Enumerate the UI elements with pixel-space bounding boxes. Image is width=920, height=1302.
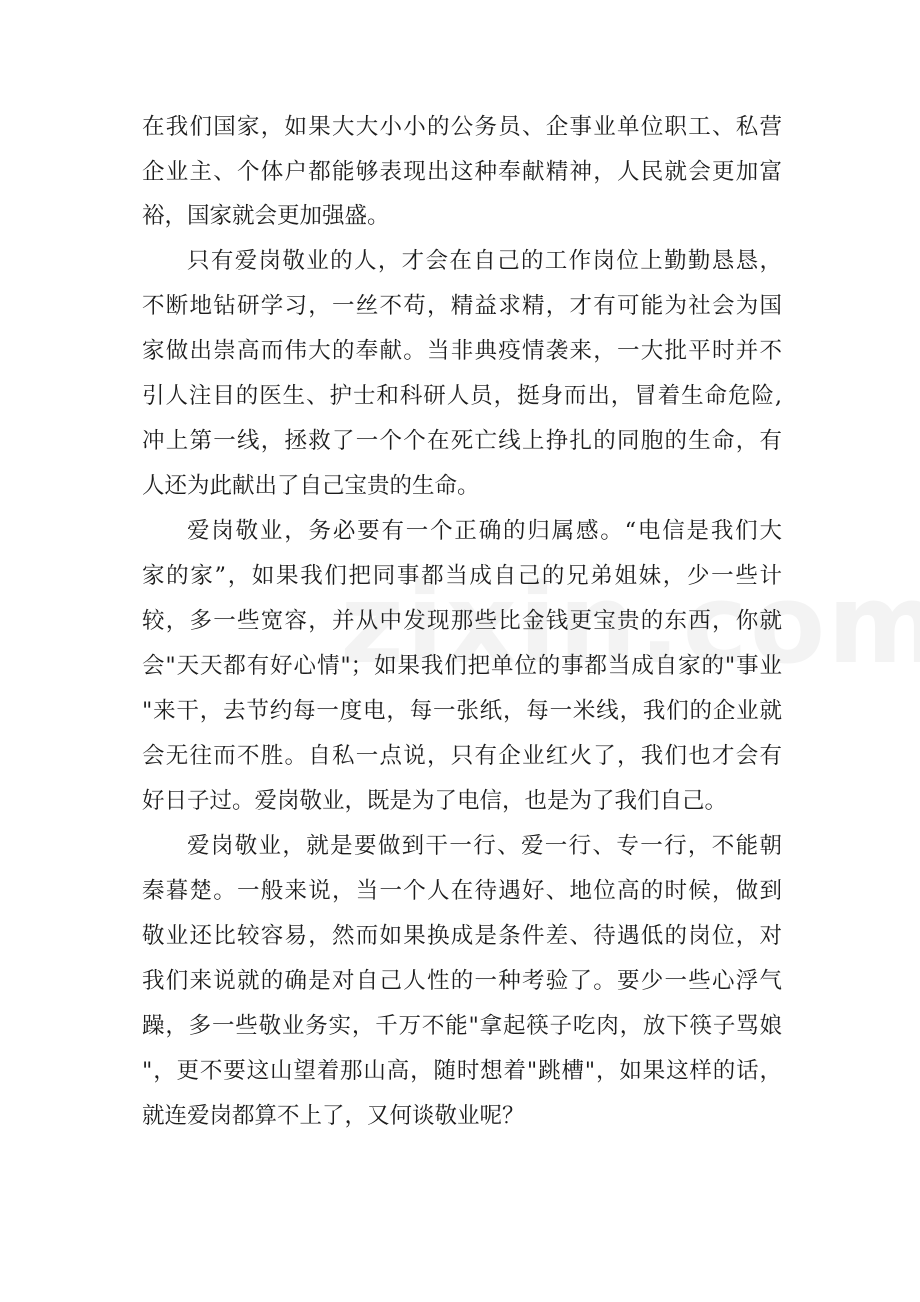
text-line: 爱岗敬业，务必要有一个正确的归属感。“电信是我们大 [187,518,782,544]
text-line: 好日子过。爱岗敬业，既是为了电信，也是为了我们自己。 [142,788,728,814]
text-line: 只有爱岗敬业的人，才会在自己的工作岗位上勤勤恳恳， [187,248,782,274]
text-line: 在我们国家，如果大大小小的公务员、企事业单位职工、私营 [142,114,782,140]
text-line: 会"天天都有好心情"；如果我们把单位的事都当成自家的"事业 [142,653,782,679]
text-line: 企业主、个体户都能够表现出这种奉献精神，人民就会更加富 [142,159,782,185]
text-line: 冲上第一线，拯救了一个个在死亡线上挣扎的同胞的生命，有 [142,428,782,454]
text-line: 我们来说就的确是对自己人性的一种考验了。要少一些心浮气 [142,968,782,994]
text-line: 家做出崇高而伟大的奉献。当非典疫情袭来，一大批平时并不 [142,338,782,364]
text-line: 躁，多一些敬业务实，千万不能"拿起筷子吃肉，放下筷子骂娘 [142,1013,782,1039]
text-line: 人还为此献出了自己宝贵的生命。 [142,473,480,499]
text-line: 会无往而不胜。自私一点说，只有企业红火了，我们也才会有 [142,743,782,769]
text-line: 秦暮楚。一般来说，当一个人在待遇好、地位高的时候，做到 [142,878,782,904]
text-line: 敬业还比较容易，然而如果换成是条件差、待遇低的岗位，对 [142,923,782,949]
text-line: 不断地钻研学习，一丝不苟，精益求精，才有可能为社会为国 [142,293,782,319]
text-line: 爱岗敬业，就是要做到干一行、爱一行、专一行，不能朝 [187,833,782,859]
text-line: "来干，去节约每一度电，每一张纸，每一米线，我们的企业就 [142,698,782,724]
text-line: 引人注目的医生、护士和科研人员，挺身而出，冒着生命危险, [142,383,782,409]
text-line: 较，多一些宽容，并从中发现那些比金钱更宝贵的东西，你就 [142,608,782,634]
text-line: "，更不要这山望着那山高，随时想着"跳槽"，如果这样的话， [142,1058,782,1084]
text-line: 家的家”，如果我们把同事都当成自己的兄弟姐妹，少一些计 [142,563,782,589]
text-line: 就连爱岗都算不上了，又何谈敬业呢？ [142,1103,525,1129]
text-line: 裕，国家就会更加强盛。 [142,203,390,229]
